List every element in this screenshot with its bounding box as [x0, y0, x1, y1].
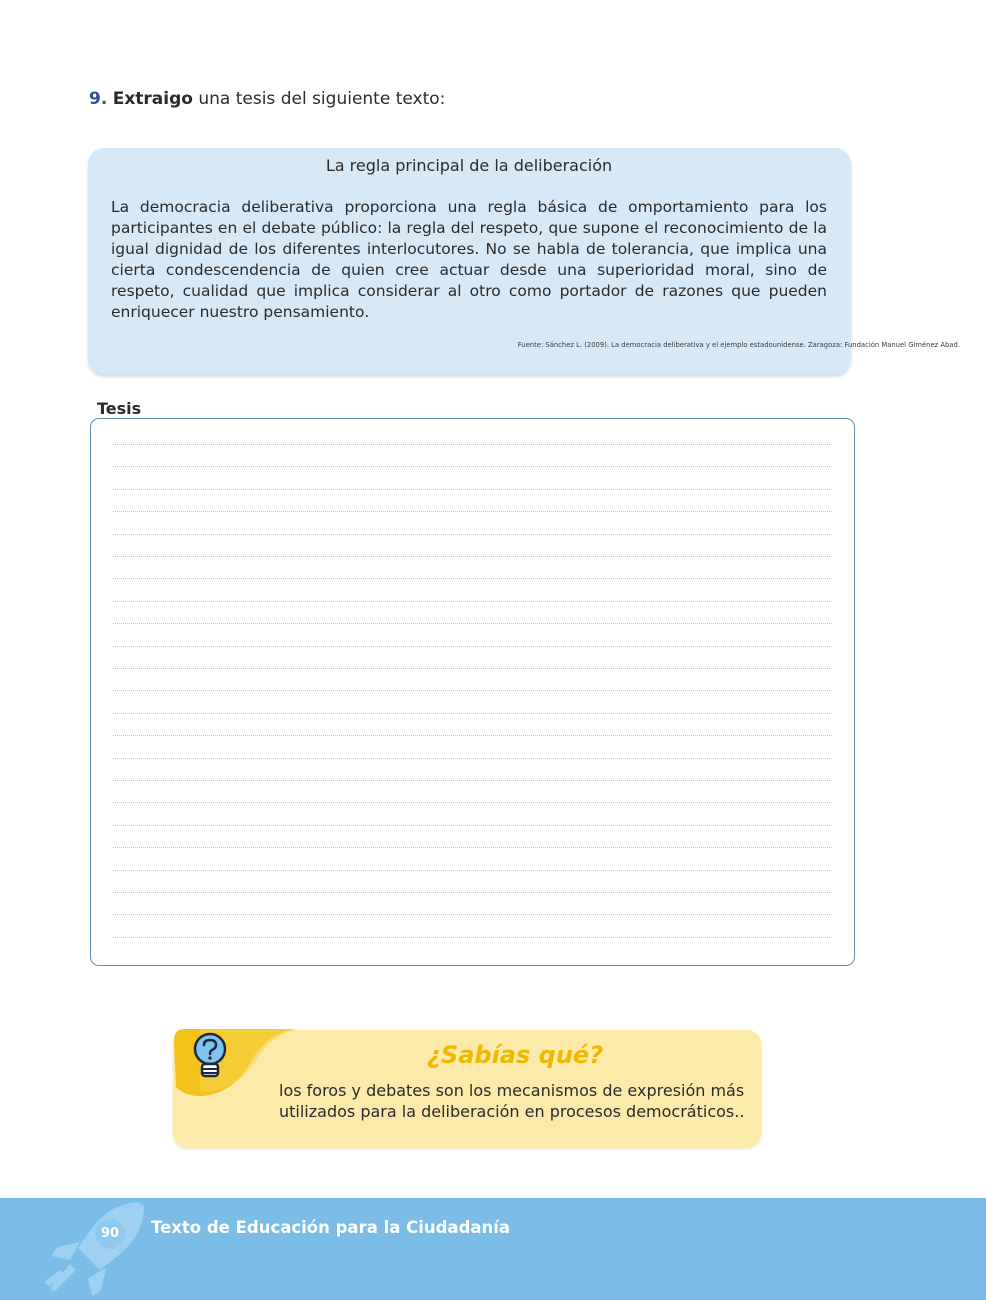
answer-line — [113, 623, 832, 624]
tip-text-line: utilizados para la deliberación en procesos democráticos.. — [279, 1102, 745, 1121]
tip-text — [279, 1080, 744, 1122]
answer-line — [113, 847, 832, 848]
tesis-label: Tesis — [97, 399, 142, 418]
answer-line — [113, 870, 832, 871]
answer-line — [113, 489, 832, 490]
answer-line — [113, 466, 832, 467]
answer-line — [113, 668, 832, 669]
question-heading — [89, 89, 445, 109]
question-number: 9. — [89, 89, 108, 109]
answer-line — [113, 892, 832, 893]
answer-line — [113, 780, 832, 781]
reading-source: Fuente: Sánchez L. (2009). La democracia deliberativa y el ejemplo estadounidense. Zaragoza: Fundación Manuel Giménez Abad. — [517, 341, 960, 349]
lightbulb-question-icon — [189, 1032, 231, 1080]
answer-line — [113, 802, 832, 803]
reading-title: La regla principal de la deliberación — [325, 156, 613, 175]
question-text: una tesis del siguiente texto: — [198, 89, 446, 109]
answer-line — [113, 825, 832, 826]
answer-line — [113, 713, 832, 714]
answer-line — [113, 690, 832, 691]
answer-line — [113, 534, 832, 535]
answer-line — [113, 937, 832, 938]
answer-line — [113, 646, 832, 647]
answer-line — [113, 758, 832, 759]
tip-title: ¿Sabías qué? — [427, 1041, 604, 1069]
tesis-answer-box[interactable] — [90, 418, 855, 966]
answer-line — [113, 444, 832, 445]
answer-line — [113, 601, 832, 602]
question-verb: Extraigo — [112, 89, 193, 109]
answer-line — [113, 556, 832, 557]
footer-title: Texto de Educación para la Ciudadanía — [151, 1218, 511, 1237]
answer-line — [113, 511, 832, 512]
rocket-icon — [40, 1198, 152, 1300]
reading-body: La democracia deliberativa proporciona una regla básica de omportamiento para los participantes en el debate público: la regla del respeto, que supone el reconocimiento de la igual dignidad de los diferentes interlocutores. No se habla de tolerancia, que implica una cierta condescendencia de quien cree actuar desde una superioridad moral, sino de respeto, cualidad que implica considerar al otro como portador de razones que pueden enriquecer nuestro pensamiento. — [111, 198, 827, 321]
answer-line — [113, 914, 832, 915]
tip-text-line: los foros y debates son los mecanismos de expresión más — [279, 1081, 745, 1100]
page-number: 90 — [95, 1219, 125, 1249]
answer-line — [113, 578, 832, 579]
answer-line — [113, 735, 832, 736]
